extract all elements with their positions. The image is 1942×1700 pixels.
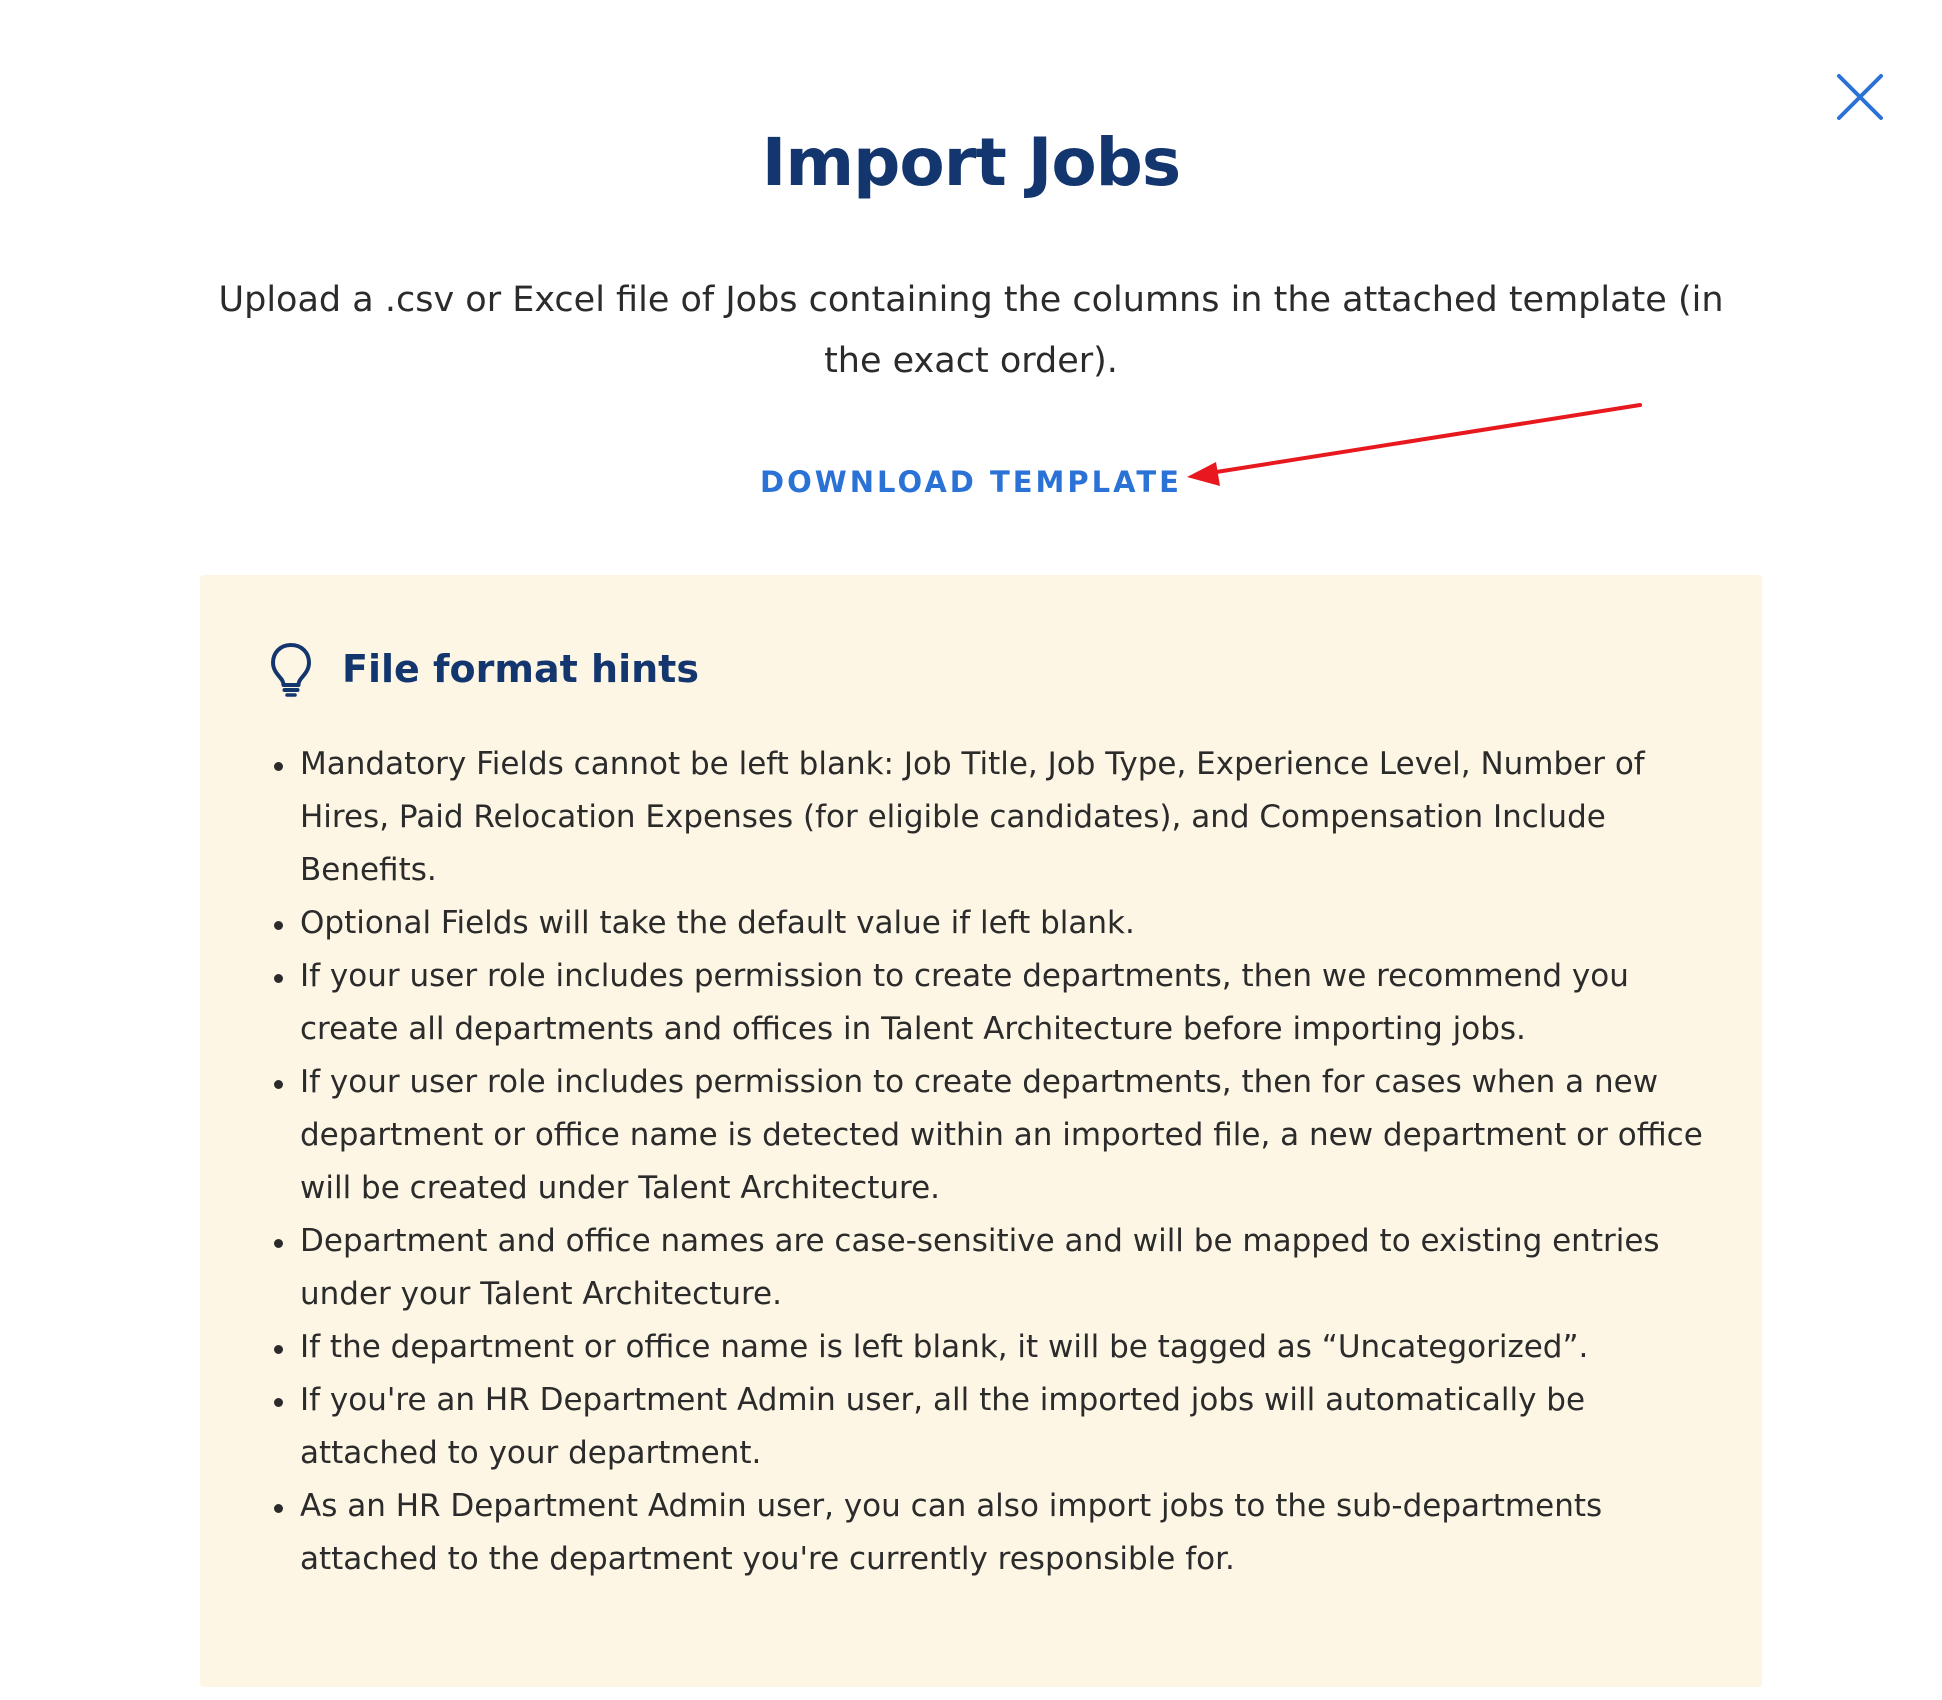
list-item xyxy=(300,1215,1720,1321)
list-item xyxy=(300,1374,1720,1480)
download-template-link[interactable]: DOWNLOAD TEMPLATE xyxy=(760,465,1182,499)
hint-text: Optional Fields will take the default value if left blank. xyxy=(300,905,1135,941)
bullet xyxy=(274,1345,283,1354)
hint-text: If you're an HR Department Admin user, all the imported jobs will automatically be attached to your department. xyxy=(300,1382,1586,1471)
file-format-hints-panel xyxy=(200,575,1762,1687)
modal-description: Upload a .csv or Excel file of Jobs containing the columns in the attached template (in the exact order). xyxy=(218,280,1724,381)
close-button[interactable] xyxy=(1835,72,1885,122)
hints-list xyxy=(300,738,1720,1586)
hint-text: If the department or office name is left blank, it will be tagged as “Uncategorized”. xyxy=(300,1329,1589,1365)
modal-title: Import Jobs xyxy=(761,124,1181,201)
list-item xyxy=(300,1321,1720,1374)
hint-text: As an HR Department Admin user, you can also import jobs to the sub-departments attached to the department you're currently responsible for. xyxy=(300,1488,1603,1577)
bullet xyxy=(274,974,283,983)
bullet xyxy=(274,1504,283,1513)
bullet xyxy=(274,1080,283,1089)
list-item xyxy=(300,897,1720,950)
bullet xyxy=(274,1398,283,1407)
list-item xyxy=(300,1480,1720,1586)
list-item xyxy=(300,1056,1720,1215)
bullet xyxy=(274,921,283,930)
download-template-container xyxy=(0,460,1942,504)
hint-text: If your user role includes permission to create departments, then we recommend you create all departments and offices in Talent Architecture before importing jobs. xyxy=(300,958,1629,1047)
list-item xyxy=(300,950,1720,1056)
hint-text: Department and office names are case-sensitive and will be mapped to existing entries under your Talent Architecture. xyxy=(300,1223,1660,1312)
hint-text: If your user role includes permission to create departments, then for cases when a new department or office name is detected within an imported file, a new department or office will be created under Talent Architecture. xyxy=(300,1064,1703,1206)
hints-header xyxy=(268,639,699,699)
bullet xyxy=(274,762,283,771)
hints-title: File format hints xyxy=(342,647,699,691)
close-icon xyxy=(1835,72,1885,122)
hint-text: Mandatory Fields cannot be left blank: Job Title, Job Type, Experience Level, Number of Hires, Paid Relocation Expenses (for eligible candidates), and Compensation Include Benefits. xyxy=(300,746,1645,888)
list-item xyxy=(300,738,1720,897)
bullet xyxy=(274,1239,283,1248)
lightbulb-icon xyxy=(268,641,314,697)
